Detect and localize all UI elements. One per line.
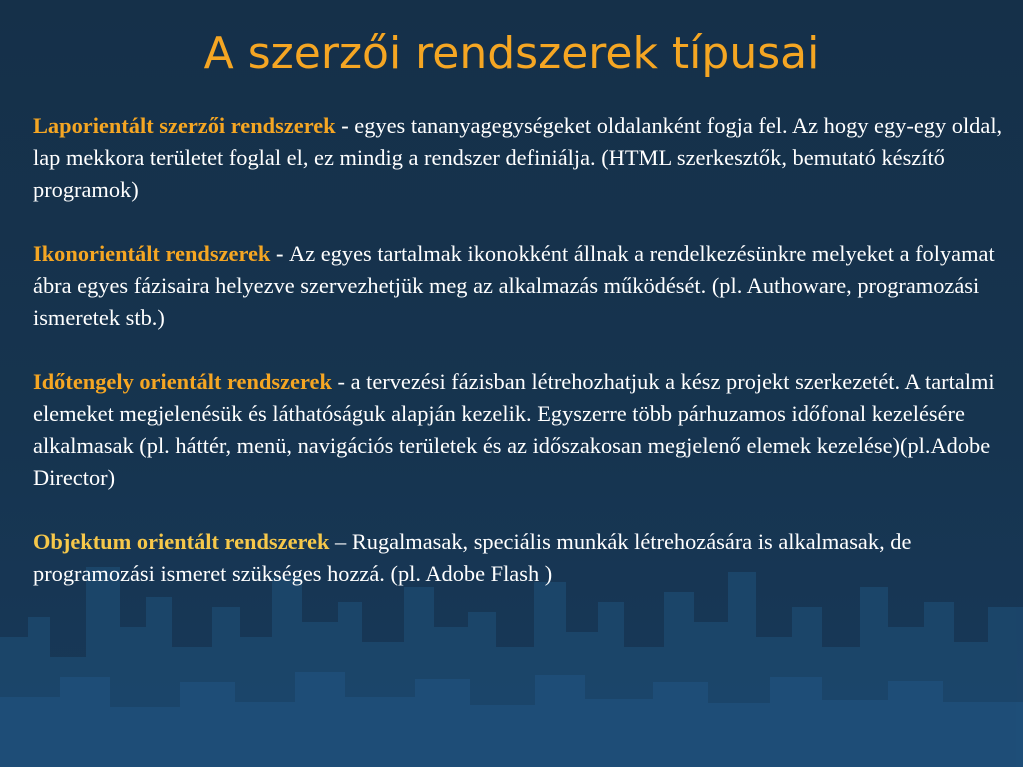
section-ikonorientalt: [33, 238, 1018, 334]
section-objektum: [33, 526, 1018, 590]
section-text: Az egyes tartalmak ikonokként állnak a rendelkezésünkre melyeket a folyamat ábra egyes fázisaira helyezve szervezhetjük meg az alkalmazás működését. (pl. Authoware, programozási ismeretek stb.): [33, 241, 995, 330]
section-term: Időtengely orientált rendszerek: [33, 369, 332, 394]
slide-body: [33, 110, 1018, 622]
section-term: Objektum orientált rendszerek: [33, 529, 330, 554]
slide-title: A szerzői rendszerek típusai: [203, 28, 820, 79]
section-separator: -: [335, 113, 355, 138]
section-idotengely: [33, 366, 1018, 494]
section-text: Rugalmasak, speciális munkák létrehozására is alkalmasak, de programozási ismeret szükséges hozzá. (pl. Adobe Flash ): [33, 529, 912, 586]
section-text: a tervezési fázisban létrehozhatjuk a kész projekt szerkezetét. A tartalmi elemeket megjelenésük és láthatóságuk alapján kezelik. Egyszerre több párhuzamos időfonal kezelésére alkalmasak (pl. háttér, menü, navigációs területek és az időszakosan megjelenő elemek kezelése)(pl.Adobe Director): [33, 369, 995, 490]
section-term: Laporientált szerzői rendszerek: [33, 113, 336, 138]
section-separator: -: [331, 369, 351, 394]
section-separator: -: [270, 241, 290, 266]
section-text: egyes tananyagegységeket oldalanként fogja fel. Az hogy egy-egy oldal, lap mekkora területet foglal el, ez mindig a rendszer definiálja. (HTML szerkesztők, bemutató készítő programok): [33, 113, 1003, 202]
section-separator: –: [329, 529, 352, 554]
section-term: Ikonorientált rendszerek: [33, 241, 271, 266]
section-laporientalt: [33, 110, 1018, 206]
